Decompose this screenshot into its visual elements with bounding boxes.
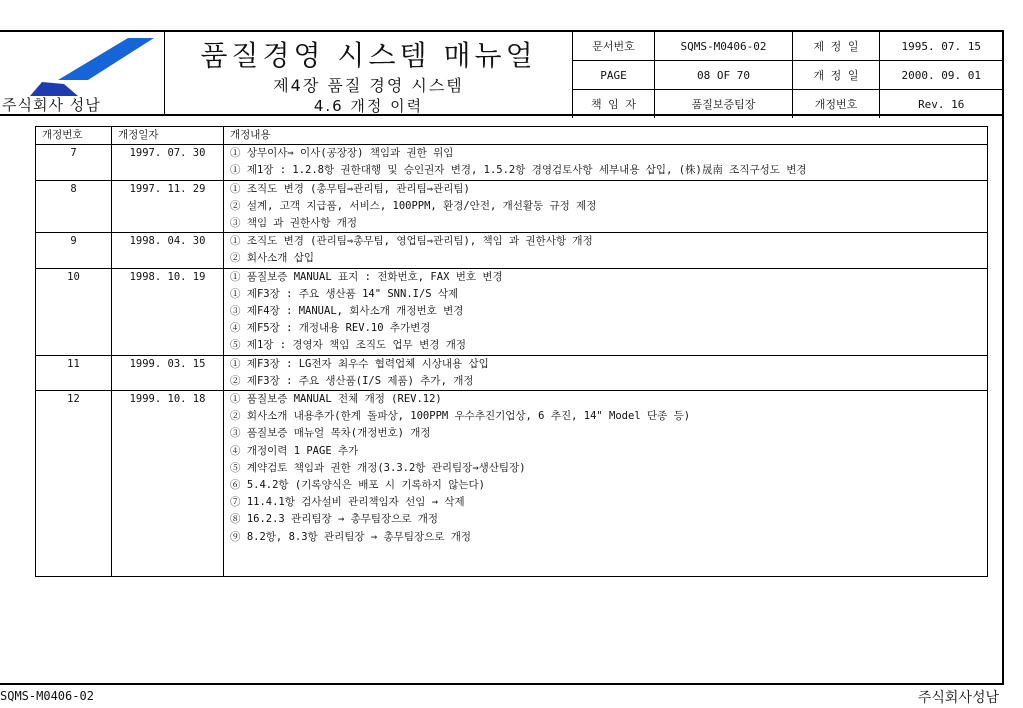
document-meta-table (572, 32, 1003, 118)
meta-row (573, 61, 1003, 90)
table-row (36, 373, 988, 391)
revision-date-cell (112, 408, 224, 425)
revision-date-cell (112, 303, 224, 320)
meta-label-cell: 제 정 일 (793, 32, 880, 61)
meta-value-cell: 08 OF 70 (655, 61, 793, 90)
manual-title: 품질경영 시스템 매뉴얼 (200, 39, 537, 72)
table-row (36, 268, 988, 286)
revision-content-line: ① 품질보증 MANUAL 전체 개정 (REV.12) (224, 391, 988, 409)
revision-no-cell: 7 (36, 145, 112, 163)
revision-date-cell (112, 477, 224, 494)
table-row (36, 198, 988, 215)
meta-value-cell: 1995. 07. 15 (880, 32, 1003, 61)
table-row (36, 425, 988, 442)
revision-no-cell (36, 425, 112, 442)
revision-no-cell (36, 443, 112, 460)
revision-date-cell (112, 215, 224, 233)
revision-content-line: ③ 책임 과 권한사항 개정 (224, 215, 988, 233)
revision-no-cell (36, 337, 112, 355)
revision-date-cell (112, 373, 224, 391)
revision-no-cell (36, 162, 112, 180)
revision-content-line: ① 상무이사⇒ 이사(공장장) 책임과 권한 위임 (224, 145, 988, 163)
revision-content-line: ① 품질보증 MANUAL 표지 : 전화번호, FAX 번호 변경 (224, 268, 988, 286)
revision-no-cell (36, 320, 112, 337)
revision-date-cell (112, 443, 224, 460)
revision-date-cell: 1999. 10. 18 (112, 391, 224, 409)
revision-no-cell: 10 (36, 268, 112, 286)
table-row (36, 337, 988, 355)
header-revision-date: 개정일자 (112, 127, 224, 145)
revision-date-cell (112, 162, 224, 180)
section-title: 4.6 개정 이력 (313, 97, 424, 115)
revision-no-cell (36, 408, 112, 425)
revision-no-cell: 9 (36, 233, 112, 251)
table-row (36, 250, 988, 268)
table-row (36, 460, 988, 477)
meta-label-cell: PAGE (573, 61, 655, 90)
empty-cell (112, 546, 224, 577)
header-revision-content: 개정내용 (224, 127, 988, 145)
table-row (36, 145, 988, 163)
revision-content-line: ⑧ 16.2.3 관리팀장 → 총무팀장으로 개정 (224, 511, 988, 528)
revision-no-cell (36, 511, 112, 528)
revision-no-cell (36, 286, 112, 303)
revision-no-cell (36, 303, 112, 320)
document-header (0, 30, 1004, 116)
revision-no-cell: 12 (36, 391, 112, 409)
meta-value-cell: 2000. 09. 01 (880, 61, 1003, 90)
meta-value-cell: SQMS-M0406-02 (655, 32, 793, 61)
meta-label-cell: 문서번호 (573, 32, 655, 61)
revision-date-cell (112, 529, 224, 546)
revision-content-line: ⑦ 11.4.1항 검사설비 관리책임자 선임 → 삭제 (224, 494, 988, 511)
revision-content-line: ① 제1장 : 1.2.8항 권한대행 및 승인권자 변경, 1.5.2항 경영검토사항 세부내용 삽입, (株)晟南 조직구성도 변경 (224, 162, 988, 180)
revision-date-cell: 1997. 07. 30 (112, 145, 224, 163)
revision-no-cell (36, 494, 112, 511)
revision-content-line: ④ 개정이력 1 PAGE 추가 (224, 443, 988, 460)
revision-content-line: ④ 제F5장 : 개정내용 REV.10 추가변경 (224, 320, 988, 337)
empty-cell (36, 546, 112, 577)
table-row (36, 320, 988, 337)
revision-no-cell (36, 477, 112, 494)
table-row (36, 215, 988, 233)
revision-content-line: ⑤ 계약검토 책임과 권한 개정(3.3.2항 관리팀장→생산팀장) (224, 460, 988, 477)
meta-label-cell: 개 정 일 (793, 61, 880, 90)
revision-content-line: ③ 제F4장 : MANUAL, 회사소개 개정번호 변경 (224, 303, 988, 320)
meta-value-cell: Rev. 16 (880, 90, 1003, 119)
revision-date-cell (112, 425, 224, 442)
revision-area (0, 116, 1004, 685)
header-divider (164, 32, 165, 114)
revision-content-line: ⑤ 제1장 : 경영자 책임 조직도 업무 변경 개정 (224, 337, 988, 355)
revision-date-cell (112, 511, 224, 528)
meta-value-cell: 품질보증팀장 (655, 90, 793, 119)
title-block (166, 32, 571, 116)
table-row (36, 162, 988, 180)
meta-row (573, 32, 1003, 61)
revision-content-line: ② 제F3장 : 주요 생산품(I/S 제품) 추가, 개정 (224, 373, 988, 391)
table-row (36, 494, 988, 511)
table-row (36, 477, 988, 494)
meta-row (573, 90, 1003, 119)
footer-doc-code: SQMS-M0406-02 (0, 689, 94, 703)
revision-content-line: ⑥ 5.4.2항 (기록양식은 배포 시 기록하지 않는다) (224, 477, 988, 494)
company-name: 주식회사 성남 (2, 96, 101, 114)
revision-date-cell: 1999. 03. 15 (112, 355, 224, 373)
revision-no-cell (36, 198, 112, 215)
revision-date-cell (112, 250, 224, 268)
revision-date-cell (112, 320, 224, 337)
table-header-row (36, 127, 988, 145)
revision-no-cell (36, 529, 112, 546)
revision-date-cell (112, 494, 224, 511)
revision-content-line: ③ 품질보증 매뉴얼 목차(개정번호) 개정 (224, 425, 988, 442)
revision-no-cell (36, 373, 112, 391)
revision-date-cell: 1998. 10. 19 (112, 268, 224, 286)
revision-content-line: ① 조직도 변경 (관리팀⇒총무팀, 영업팀⇒관리팀), 책임 과 권한사항 개정 (224, 233, 988, 251)
table-row (36, 233, 988, 251)
revision-date-cell (112, 198, 224, 215)
revision-date-cell: 1997. 11. 29 (112, 180, 224, 198)
meta-label-cell: 개정번호 (793, 90, 880, 119)
revision-content-line: ⑨ 8.2항, 8.3항 관리팀장 → 총무팀장으로 개정 (224, 529, 988, 546)
table-row (36, 391, 988, 409)
logo-swoosh-icon (30, 36, 160, 98)
chapter-title: 제4장 품질 경영 시스템 (273, 76, 464, 95)
revision-date-cell: 1998. 04. 30 (112, 233, 224, 251)
revision-date-cell (112, 286, 224, 303)
empty-cell (224, 546, 988, 577)
revision-history-table (35, 126, 988, 577)
table-row (36, 408, 988, 425)
footer-company: 주식회사성남 (917, 690, 999, 706)
revision-no-cell: 8 (36, 180, 112, 198)
revision-content-line: ② 회사소개 내용추가(한계 돌파상, 100PPM 우수추진기업상, 6 추진, 14" Model 단종 등) (224, 408, 988, 425)
revision-content-line: ② 회사소개 삽입 (224, 250, 988, 268)
header-revision-no: 개정번호 (36, 127, 112, 145)
table-filler-row (36, 546, 988, 577)
revision-content-line: ② 설계, 고객 지급품, 서비스, 100PPM, 환경/안전, 개선활동 규정 제정 (224, 198, 988, 215)
table-row (36, 511, 988, 528)
table-row (36, 286, 988, 303)
revision-no-cell: 11 (36, 355, 112, 373)
revision-no-cell (36, 250, 112, 268)
revision-no-cell (36, 460, 112, 477)
table-row (36, 303, 988, 320)
table-row (36, 529, 988, 546)
revision-date-cell (112, 337, 224, 355)
revision-content-line: ① 제F3장 : 주요 생산품 14" SNN.I/S 삭제 (224, 286, 988, 303)
table-row (36, 443, 988, 460)
revision-no-cell (36, 215, 112, 233)
company-logo (2, 34, 164, 116)
table-row (36, 355, 988, 373)
revision-content-line: ① 조직도 변경 (총무팀⇒관리팀, 관리팀⇒관리팀) (224, 180, 988, 198)
meta-label-cell: 책 임 자 (573, 90, 655, 119)
revision-date-cell (112, 460, 224, 477)
table-row (36, 180, 988, 198)
revision-content-line: ① 제F3장 : LG전자 최우수 협력업체 시상내용 삽입 (224, 355, 988, 373)
